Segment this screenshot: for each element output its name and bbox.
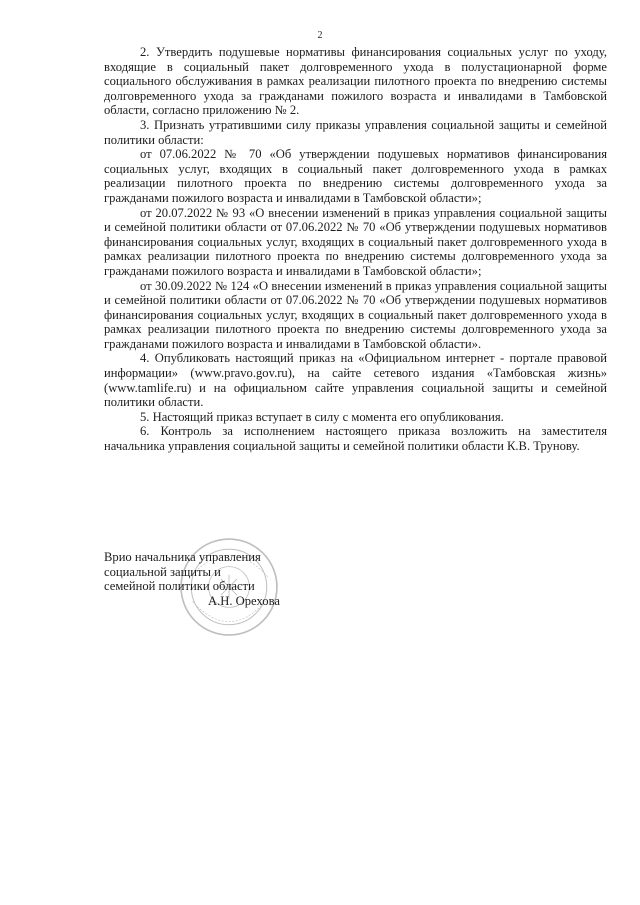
paragraph-item-2: 2. Утвердить подушевые нормативы финансирования социальных услуг по уходу, входящие в социальный пакет долговременного ухода в полустационарной форме социального обслуживания в рамках реализации пилотного проекта по внедрению системы долговременного ухода за гражданами пожилого возраста и инвалидами в Тамбовской области, согласно приложению № 2.: [104, 45, 607, 118]
paragraph-order-124: от 30.09.2022 № 124 «О внесении изменений в приказ управления социальной защиты и семейной политики области от 07.06.2022 № 70 «Об утверждении подушевых нормативов финансирования социальных услуг, входящих в социальный пакет долговременного ухода в рамках реализации пилотного проекта по внедрению системы долговременного ухода за гражданами пожилого возраста и инвалидами в Тамбовской области».: [104, 278, 607, 351]
signature-position-line-3: семейной политики области: [104, 579, 255, 594]
signature-block: [104, 550, 344, 608]
signature-position-line-2: социальной защиты и: [104, 564, 221, 579]
signatory-name: А.Н. Орехова: [208, 593, 280, 608]
paragraph-order-70: от 07.06.2022 № 70 «Об утверждении подушевых нормативов финансирования социальных услуг, входящих в социальный пакет долговременного ухода в рамках реализации пилотного проекта по внедрению системы долговременного ухода за гражданами пожилого возраста и инвалидами в Тамбовской области»;: [104, 147, 607, 205]
page-number: 2: [317, 30, 323, 41]
paragraph-item-6: 6. Контроль за исполнением настоящего приказа возложить на заместителя начальника управления социальной защиты и семейной политики области К.В. Трунову.: [104, 424, 607, 454]
signature-position-line-1: Врио начальника управления: [104, 550, 261, 564]
paragraph-item-5: 5. Настоящий приказ вступает в силу с момента его опубликования.: [140, 409, 504, 424]
paragraph-item-4: 4. Опубликовать настоящий приказ на «Официальном интернет - портале правовой информации» (www.pravo.gov.ru), на сайте сетевого издания «Тамбовская жизнь» (www.tamlife.ru) и на официальном сайте управления социальной защиты и семейной политики области.: [104, 351, 607, 410]
document-body: [104, 45, 607, 454]
paragraph-order-93: от 20.07.2022 № 93 «О внесении изменений в приказ управления социальной защиты и семейной политики области от 07.06.2022 № 70 «Об утверждении подушевых нормативов финансирования социальных услуг, входящих в социальный пакет долговременного ухода в рамках реализации пилотного проекта по внедрению системы долговременного ухода за гражданами пожилого возраста и инвалидами в Тамбовской области»;: [104, 205, 607, 278]
paragraph-item-3: 3. Признать утратившими силу приказы управления социальной защиты и семейной политики области:: [104, 117, 607, 147]
